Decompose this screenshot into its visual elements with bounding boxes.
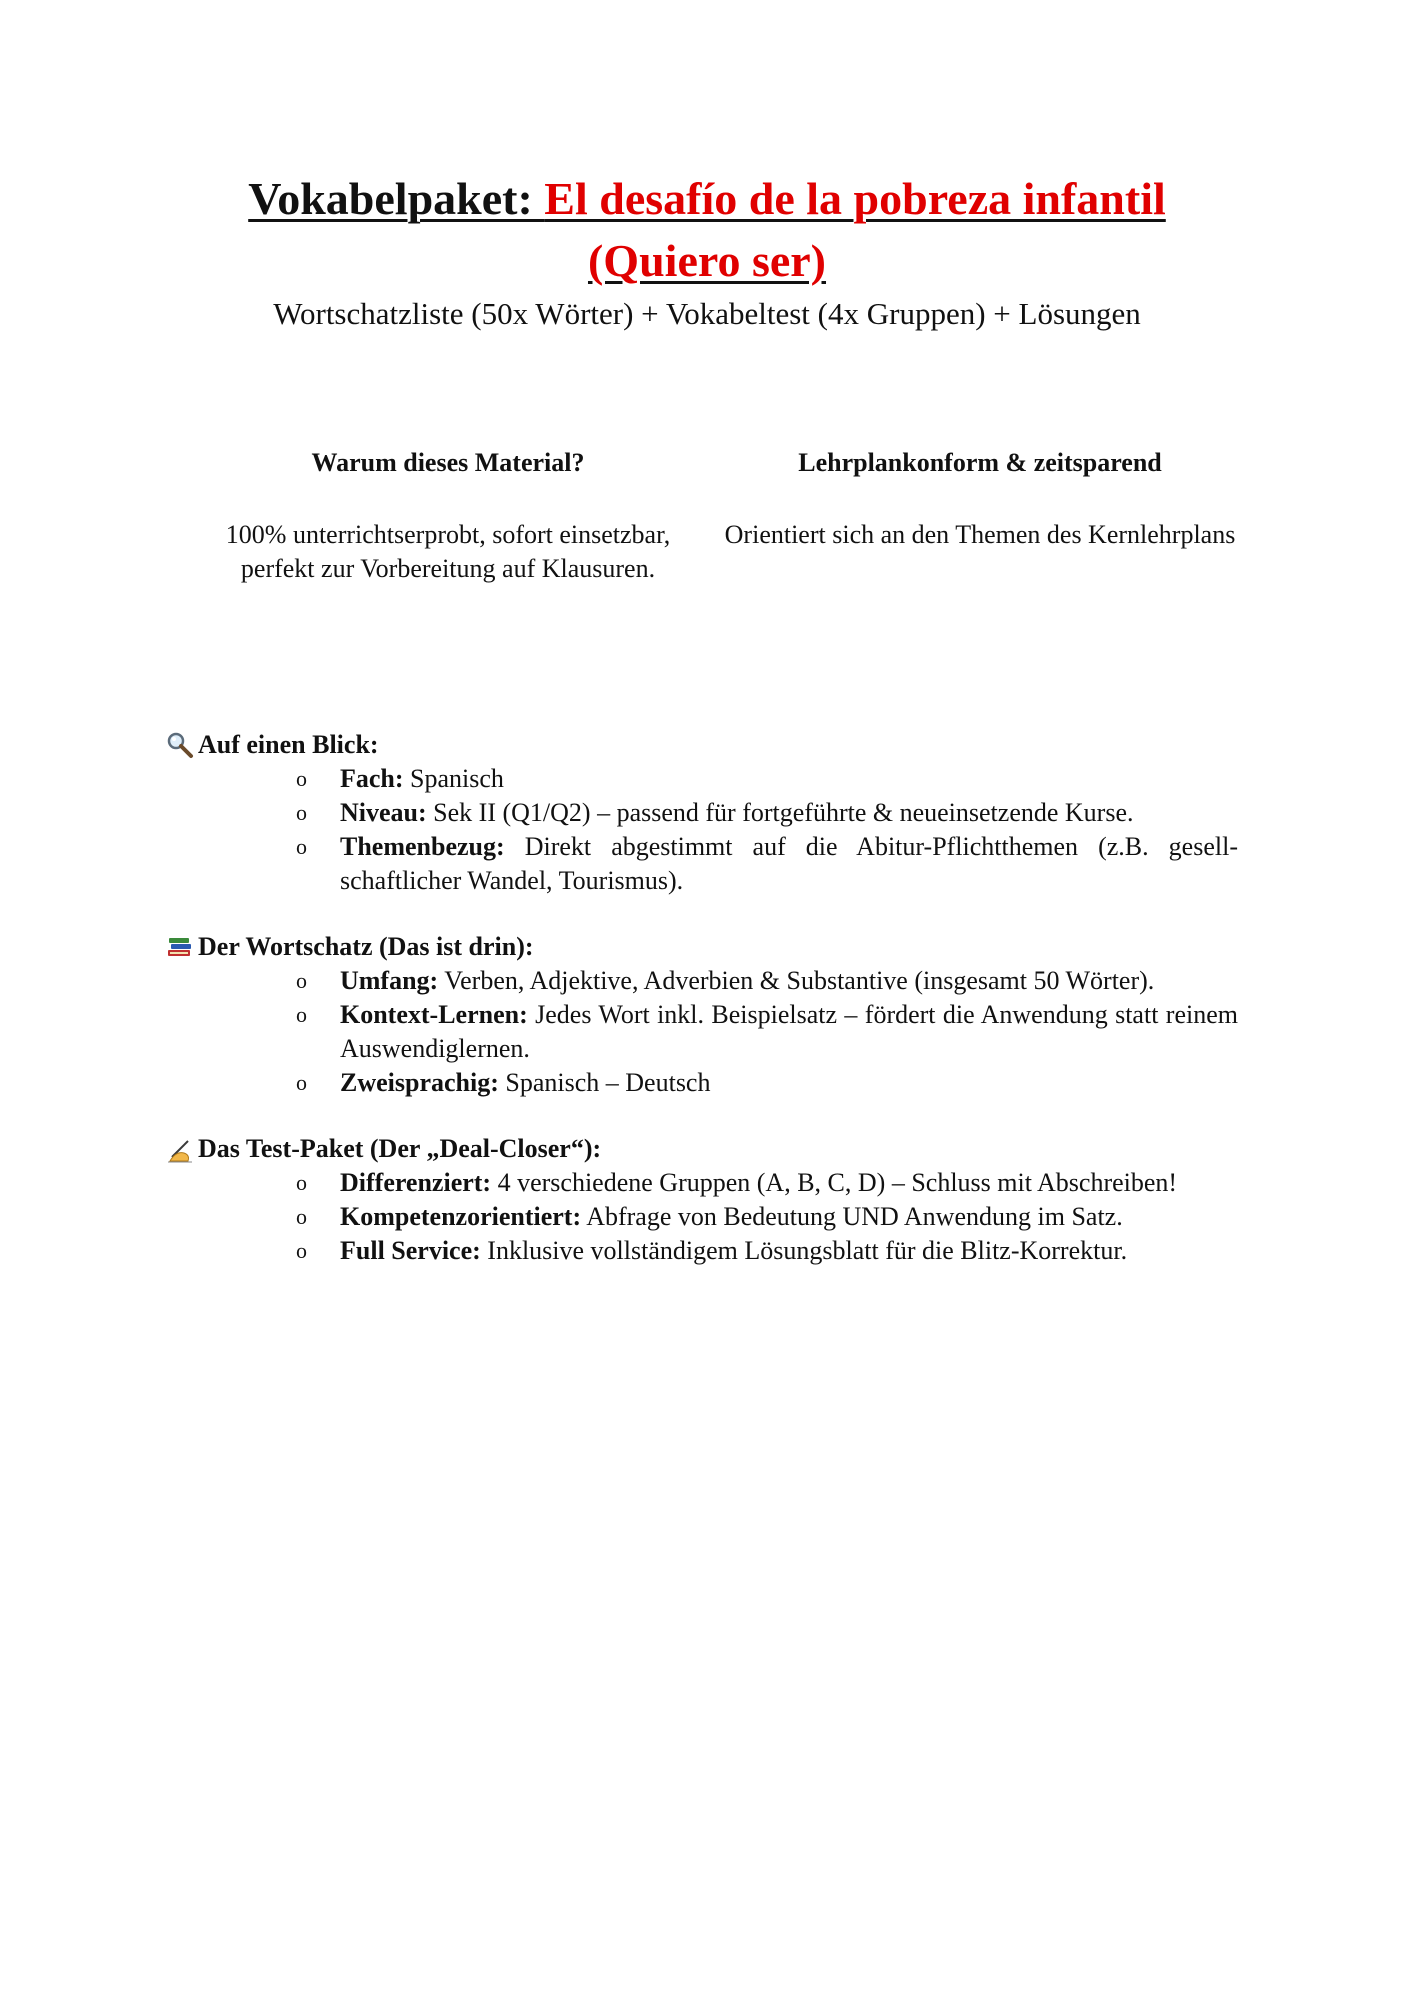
writing-hand-icon bbox=[166, 1135, 194, 1163]
list-item bbox=[166, 762, 1238, 796]
section-heading-text: Das Test-Paket (Der „Deal-Closer“): bbox=[198, 1134, 602, 1163]
section-heading bbox=[166, 930, 1266, 964]
item-label: Themenbezug: bbox=[340, 832, 505, 861]
section-heading bbox=[166, 728, 1266, 762]
list-item bbox=[166, 830, 1238, 898]
bullet-list bbox=[166, 762, 1266, 898]
section-heading-text: Auf einen Blick: bbox=[198, 730, 379, 759]
section-heading-text: Der Wortschatz (Das ist drin): bbox=[198, 932, 534, 961]
item-label: Fach: bbox=[340, 764, 404, 793]
item-label: Niveau: bbox=[340, 798, 427, 827]
bullet-marker: o bbox=[296, 968, 307, 993]
list-item bbox=[166, 998, 1238, 1066]
title-topic: El desafío de la pobreza infantil bbox=[544, 173, 1166, 224]
feature-column-curriculum bbox=[720, 446, 1240, 552]
section-test-package bbox=[166, 1132, 1266, 1268]
item-text: Inklusive vollständigem Lösungsblatt für die Blitz-Korrektur. bbox=[480, 1236, 1128, 1265]
feature-text: 100% unterrichtserprobt, sofort einsetzbar, perfekt zur Vorbereitung auf Klausuren. bbox=[225, 520, 671, 583]
title-topic-subline: (Quiero ser) bbox=[587, 235, 827, 286]
item-label: Kontext-Lernen: bbox=[340, 1000, 528, 1029]
item-text: Spanisch bbox=[403, 764, 504, 793]
item-text: 4 verschiedene Gruppen (A, B, C, D) – Schluss mit Abschreiben! bbox=[491, 1168, 1178, 1197]
bullet-marker: o bbox=[296, 766, 307, 791]
item-label: Umfang: bbox=[340, 966, 439, 995]
bullet-list bbox=[166, 1166, 1266, 1268]
document-title bbox=[0, 168, 1414, 292]
feature-heading: Warum dieses Material? bbox=[311, 448, 585, 477]
item-label: Zweisprachig: bbox=[340, 1068, 499, 1097]
bullet-marker: o bbox=[296, 1170, 307, 1195]
bullet-marker: o bbox=[296, 800, 307, 825]
item-text: Direkt abgestimmt auf die Abitur-Pflichtthemen (z.B. gesellschaftlicher Wandel, Tourismus). bbox=[340, 832, 1238, 895]
list-item bbox=[166, 1066, 1238, 1100]
feature-text: Orientiert sich an den Themen des Kernlehrplans bbox=[724, 520, 1236, 549]
item-label: Full Service: bbox=[340, 1236, 481, 1265]
list-item bbox=[166, 1200, 1238, 1234]
item-text: Sek II (Q1/Q2) – passend für fortgeführte & neueinsetzende Kurse. bbox=[426, 798, 1134, 827]
magnifier-icon bbox=[166, 731, 194, 759]
section-heading bbox=[166, 1132, 1266, 1166]
feature-column-why bbox=[188, 446, 708, 586]
list-item bbox=[166, 1234, 1238, 1268]
list-item bbox=[166, 964, 1238, 998]
document-subtitle: Wortschatzliste (50x Wörter) + Vokabeltest (4x Gruppen) + Lösungen bbox=[273, 296, 1141, 331]
bullet-marker: o bbox=[296, 1002, 307, 1027]
bullet-list bbox=[166, 964, 1266, 1100]
bullet-marker: o bbox=[296, 1204, 307, 1229]
list-item bbox=[166, 796, 1238, 830]
item-label: Kompetenzorientiert: bbox=[340, 1202, 582, 1231]
list-item bbox=[166, 1166, 1238, 1200]
books-icon bbox=[166, 933, 194, 961]
item-text: Verben, Adjektive, Adverbien & Substantive (insgesamt 50 Wörter). bbox=[438, 966, 1155, 995]
bullet-marker: o bbox=[296, 834, 307, 859]
item-text: Jedes Wort inkl. Beispielsatz – fördert die Anwendung statt reinem Auswendiglernen. bbox=[340, 1000, 1238, 1063]
section-overview bbox=[166, 728, 1266, 898]
item-text: Abfrage von Bedeutung UND Anwendung im Satz. bbox=[581, 1202, 1123, 1231]
item-text: Spanisch – Deutsch bbox=[498, 1068, 711, 1097]
bullet-marker: o bbox=[296, 1070, 307, 1095]
title-prefix: Vokabelpaket: bbox=[248, 173, 545, 224]
section-vocabulary bbox=[166, 930, 1266, 1100]
feature-heading: Lehrplankonform & zeitsparend bbox=[798, 448, 1162, 477]
item-label: Differenziert: bbox=[340, 1168, 492, 1197]
bullet-marker: o bbox=[296, 1238, 307, 1263]
